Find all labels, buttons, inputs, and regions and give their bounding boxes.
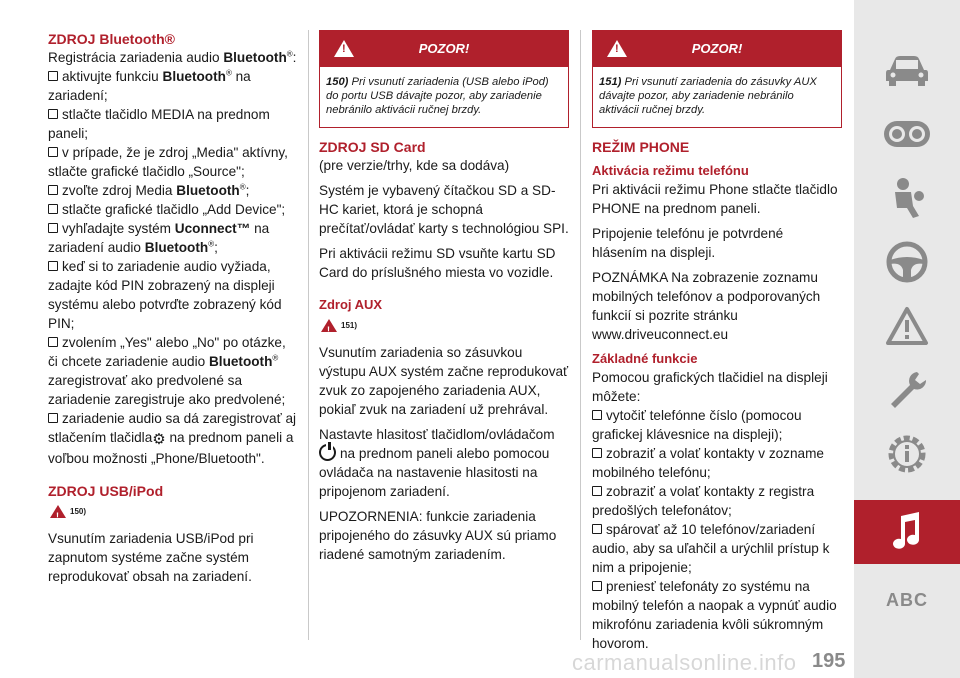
index-abc-label: ABC	[886, 589, 928, 610]
list-item: aktivujte funkciu Bluetooth® na zariadení;	[48, 68, 251, 103]
list-item: keď si to zariadenie audio vyžiada, zadajte kód PIN zobrazený na displeji systému alebo potvrďte zobrazený kód PIN;	[48, 259, 282, 331]
list-item: stlačte grafické tlačidlo „Add Device";	[48, 200, 298, 219]
sd-paragraph: Systém je vybavený čítačkou SD a SD-HC kariet, ktorá je schopná prečítať/ovládať karty s technológiou SPI.	[319, 183, 569, 236]
warning-box-body: 150) Pri vsunutí zariadenia (USB alebo iPod) do portu USB dávajte pozor, aby zariadenie nebránilo aktivácii ručnej brzdy.	[326, 76, 549, 116]
phone-paragraph: Pripojenie telefónu je potvrdené hlásením na displeji.	[592, 226, 784, 260]
warning-reference: ! 151)	[321, 316, 569, 335]
checkbox-bullet-icon	[592, 524, 602, 534]
warning-triangle-icon	[50, 505, 66, 518]
dashboard-gauges-icon	[882, 117, 932, 151]
subheading-basic-functions: Základné funkcie	[592, 351, 698, 366]
checkbox-bullet-icon	[48, 185, 58, 195]
checkbox-bullet-icon	[48, 413, 58, 423]
column-left	[48, 30, 298, 586]
list-item: zariadenie audio sa dá zaregistrovať aj stlačením tlačidla⚙ na prednom paneli a voľbou možnosti „Phone/Bluetooth".	[48, 411, 297, 466]
sidebar-item-warnings[interactable]	[854, 294, 960, 358]
list-item: vytočiť telefónne číslo (pomocou grafickej klávesnice na displeji);	[592, 408, 802, 442]
settings-gear-icon: ⚙	[152, 431, 166, 448]
warning-box-body: 151) Pri vsunutí zariadenia do zásuvky AUX dávajte pozor, aby zariadenie nebránilo aktivácii ručnej brzdy.	[599, 76, 817, 116]
sidebar-item-maintenance[interactable]	[854, 358, 960, 422]
list-item: v prípade, že je zdroj „Media" aktívny, stlačte grafické tlačidlo „Source";	[48, 145, 288, 179]
warning-triangle-icon	[607, 40, 627, 57]
checkbox-bullet-icon	[48, 71, 58, 81]
list-item: preniesť telefonáty zo systému na mobilný telefón a naopak a vypnúť audio mikrofónu zariadenia kvôli súkromným hovorom.	[592, 579, 837, 651]
section-heading-bluetooth: ZDROJ Bluetooth®	[48, 31, 175, 47]
wrench-icon	[885, 368, 929, 412]
page-number: 195	[812, 650, 846, 672]
column-divider	[580, 30, 581, 640]
list-item: zvolením „Yes" alebo „No" po otázke, či chcete zariadenie audio Bluetooth® zaregistrovať ako predvolené sa zariadenie zaregistruje ako predvolené;	[48, 335, 286, 407]
list-item: zobraziť a volať kontakty v zozname mobilného telefónu;	[592, 446, 824, 480]
checkbox-bullet-icon	[592, 448, 602, 458]
bt-intro: Registrácia zariadenia audio Bluetooth®:	[48, 49, 297, 65]
watermark: carmanualsonline.info	[572, 650, 797, 675]
steering-wheel-icon	[885, 240, 929, 284]
phone-paragraph: Pri aktivácii režimu Phone stlačte tlačidlo PHONE na prednom paneli.	[592, 182, 838, 216]
car-icon	[882, 50, 932, 90]
checkbox-bullet-icon	[48, 337, 58, 347]
phone-paragraph: POZNÁMKA Na zobrazenie zoznamu mobilných telefónov a podporovaných funkcií si pozrite stránku www.driveuconnect.eu	[592, 270, 821, 342]
warning-box-header: ! POZOR!	[320, 31, 568, 67]
checkbox-bullet-icon	[592, 486, 602, 496]
sidebar-item-car[interactable]	[854, 38, 960, 102]
checkbox-bullet-icon	[48, 261, 58, 271]
info-gear-icon	[885, 432, 929, 476]
sd-subtitle: (pre verzie/trhy, kde sa dodáva)	[319, 158, 510, 173]
checkbox-bullet-icon	[592, 581, 602, 591]
warning-box	[319, 30, 569, 128]
sidebar-item-multimedia[interactable]	[854, 500, 960, 564]
column-middle	[319, 30, 569, 564]
sidebar-item-specifications[interactable]	[854, 422, 960, 486]
list-item: spárovať až 10 telefónov/zariadení audio, aby sa uľahčil a urýchlil prístup k nim a pripojenie;	[592, 522, 830, 575]
list-item: zobraziť a volať kontakty z registra predošlých telefonátov;	[592, 484, 815, 518]
checkbox-bullet-icon	[592, 410, 602, 420]
sd-paragraph: Pri aktivácii režimu SD vsuňte kartu SD Card do príslušného miesta vo vozidle.	[319, 246, 556, 280]
checkbox-bullet-icon	[48, 204, 58, 214]
chapter-sidebar	[854, 0, 960, 678]
section-heading-sd: ZDROJ SD Card	[319, 139, 426, 155]
list-item: vyhľadajte systém Uconnect™ na zariadení audio Bluetooth®;	[48, 221, 270, 255]
subheading-activation: Aktivácia režimu telefónu	[592, 163, 749, 178]
warning-triangle-icon	[885, 306, 929, 346]
checkbox-bullet-icon	[48, 109, 58, 119]
sidebar-item-dashboard[interactable]	[854, 102, 960, 166]
sidebar-item-driving[interactable]	[854, 230, 960, 294]
basic-intro: Pomocou grafických tlačidiel na displeji môžete:	[592, 370, 828, 404]
section-heading-phone: REŽIM PHONE	[592, 139, 690, 155]
checkbox-bullet-icon	[48, 223, 58, 233]
aux-paragraph: Nastavte hlasitosť tlačidlom/ovládačom na prednom paneli alebo pomocou ovládača na nastavenie hlasitosti na pripojenom zariadení.	[319, 427, 555, 499]
column-divider	[308, 30, 309, 640]
usb-text: Vsunutím zariadenia USB/iPod pri zapnutom systéme začne systém reprodukovať obsah na zariadení.	[48, 531, 254, 584]
warning-box	[592, 30, 842, 128]
column-right	[592, 30, 842, 653]
music-note-icon	[887, 510, 927, 554]
warning-reference: ! 150)	[50, 502, 298, 521]
power-knob-icon	[319, 444, 336, 461]
checkbox-bullet-icon	[48, 147, 58, 157]
seatbelt-person-icon	[885, 176, 929, 220]
aux-paragraph: UPOZORNENIA: funkcie zariadenia pripojeného do zásuvky AUX sú priamo riadené samotným zariadením.	[319, 509, 557, 562]
warning-triangle-icon	[321, 319, 337, 332]
section-heading-usb: ZDROJ USB/iPod	[48, 483, 164, 499]
aux-paragraph: Vsunutím zariadenia so zásuvkou výstupu AUX systém začne reprodukovať zvuk zo zapojeného zariadenia AUX, pokiaľ zvuk na zariadení už prehrával.	[319, 345, 569, 417]
sidebar-item-index[interactable]	[854, 568, 960, 632]
list-item: stlačte tlačidlo MEDIA na prednom paneli;	[48, 107, 270, 141]
list-item: zvoľte zdroj Media Bluetooth®;	[48, 181, 298, 200]
sidebar-item-safety[interactable]	[854, 166, 960, 230]
warning-box-header: ! POZOR!	[593, 31, 841, 67]
warning-triangle-icon	[334, 40, 354, 57]
section-heading-aux: Zdroj AUX	[319, 297, 383, 312]
